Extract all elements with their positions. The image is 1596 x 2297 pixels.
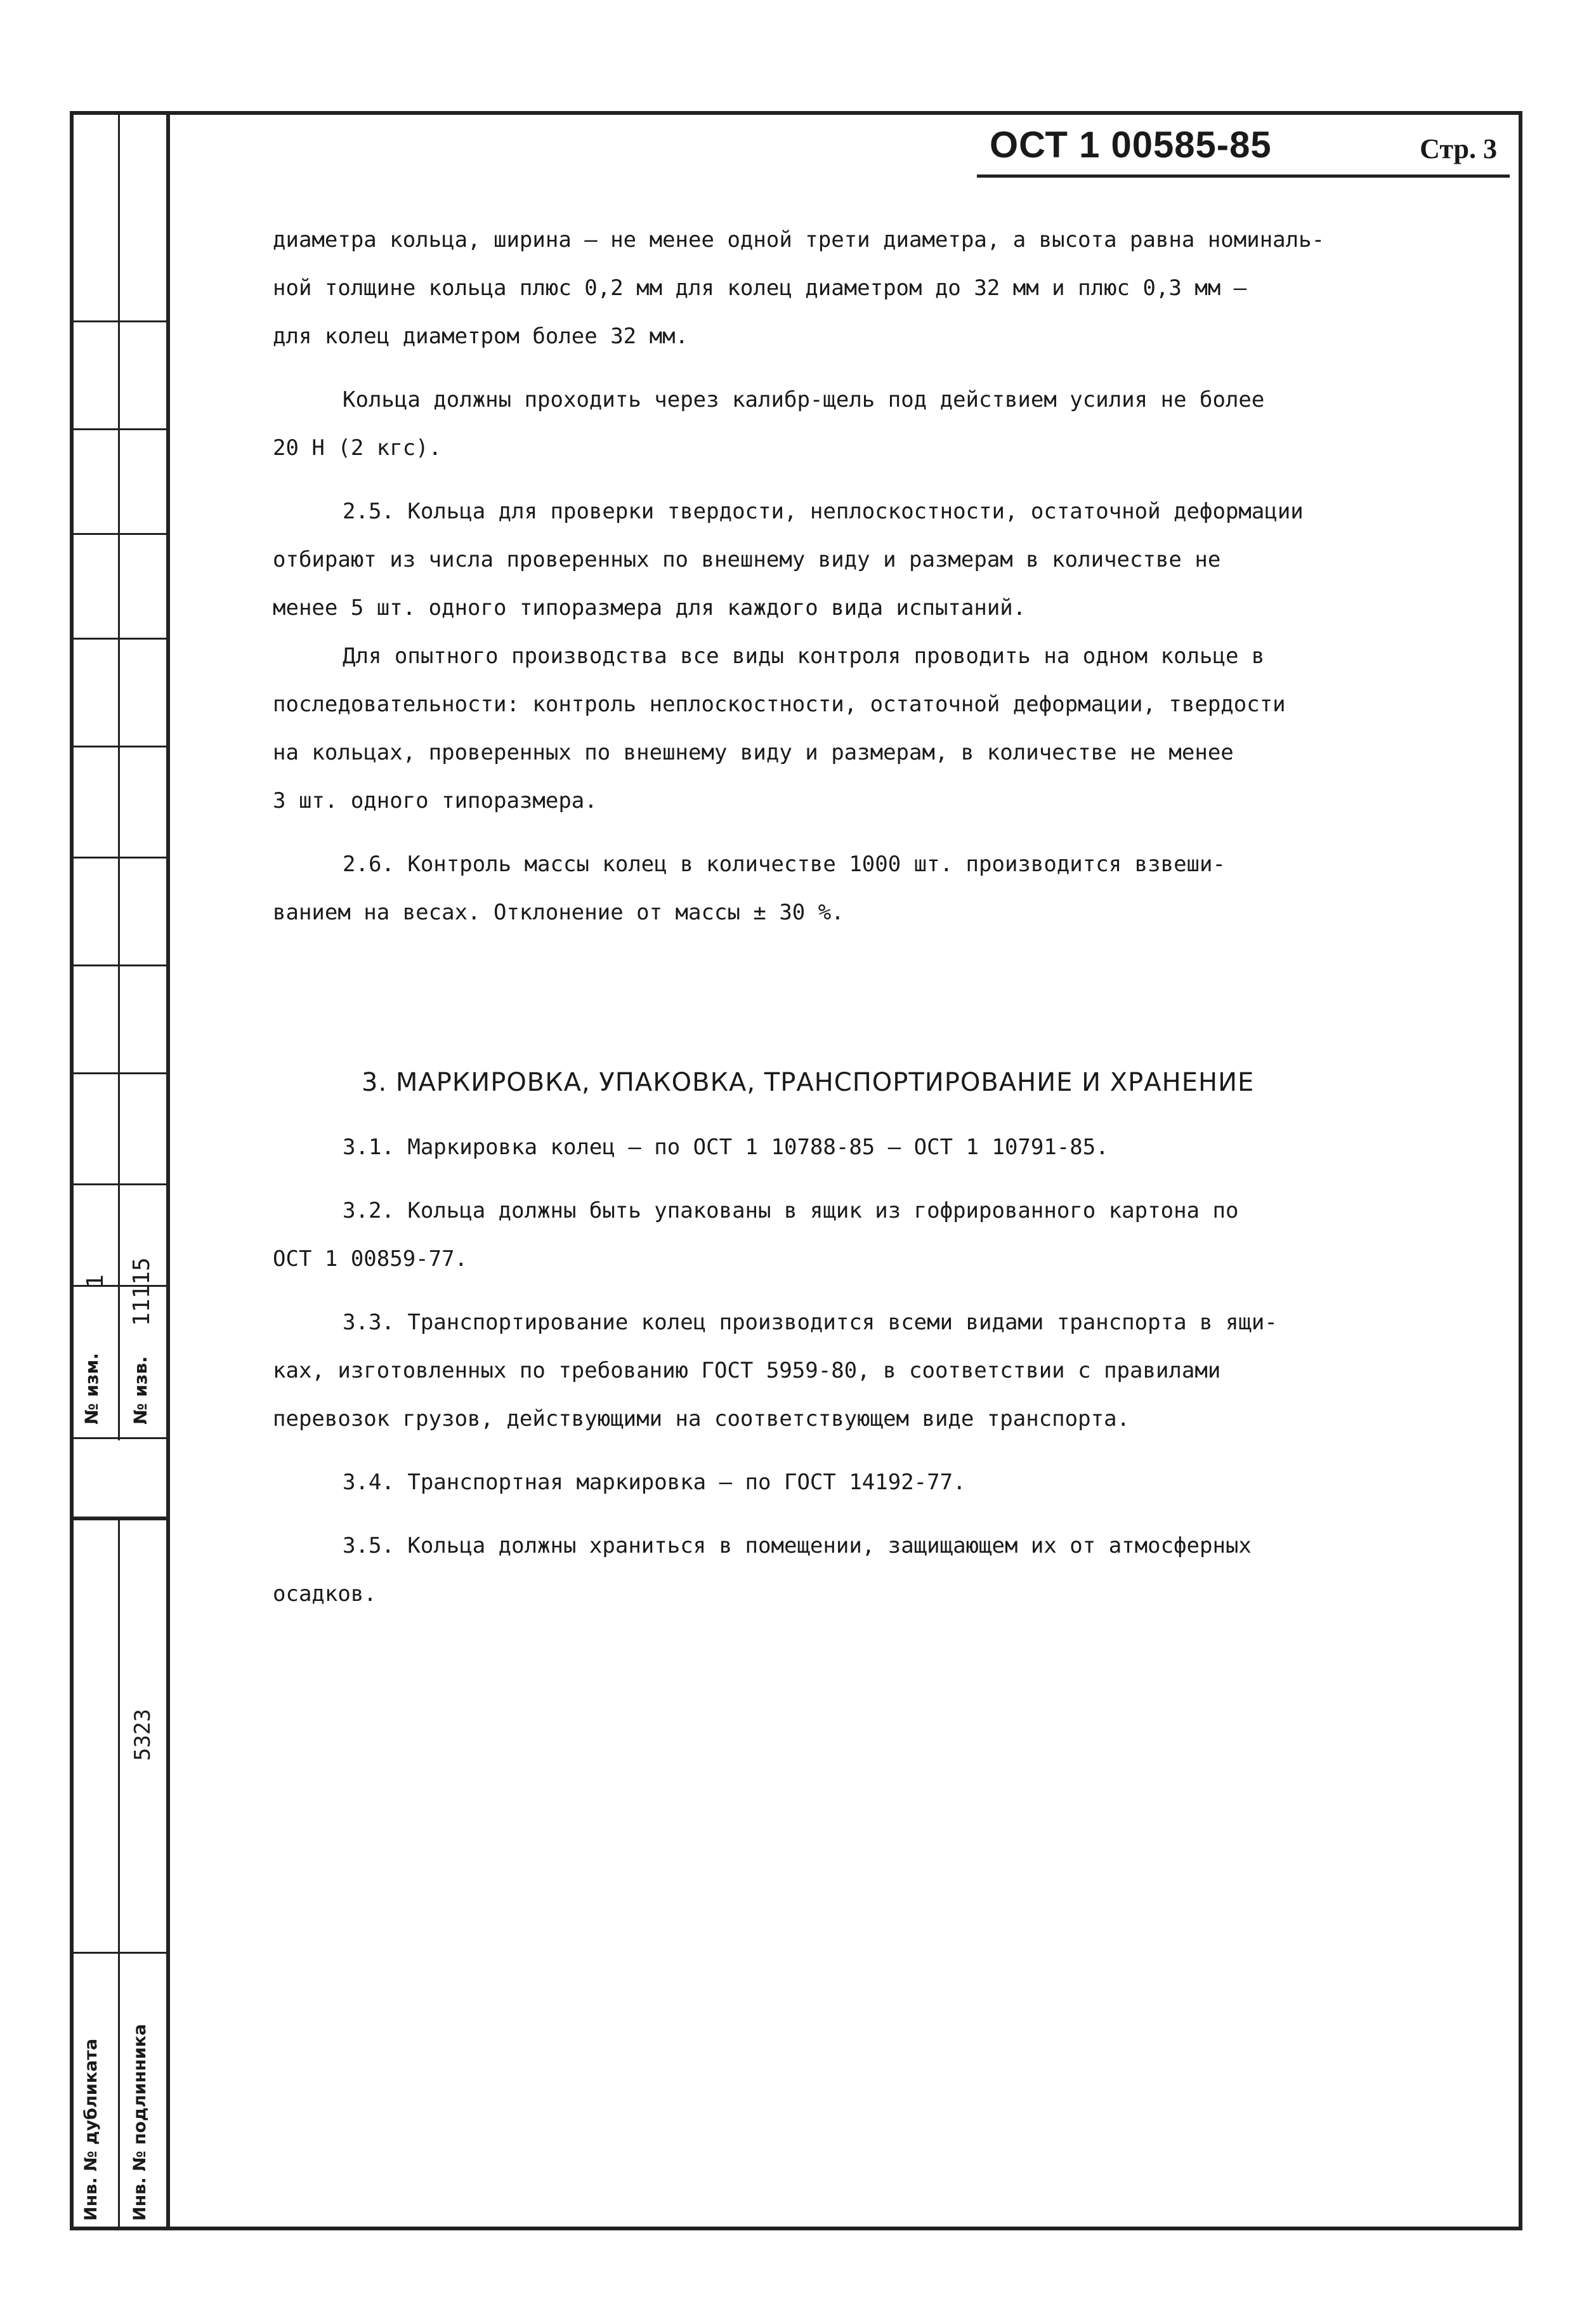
page-number: Стр. 3 <box>1420 133 1497 164</box>
stamp-row-line <box>70 857 166 859</box>
text-line: для колец диаметром более 32 мм. <box>273 324 689 349</box>
izm-value: 1 <box>82 1274 108 1288</box>
text-line: 2.6. Контроль массы колец в количестве 1000 шт. производится взвеши- <box>343 852 1226 877</box>
text-line: ОСТ 1 00859-77. <box>273 1246 468 1272</box>
text-line: на кольцах, проверенных по внешнему виду и размерам, в количестве не менее <box>273 740 1234 765</box>
stamp-row-line <box>70 1072 166 1074</box>
paragraph-3-3 <box>273 1298 1472 1443</box>
izm-label: № изм. <box>81 1353 102 1425</box>
izv-label: № изв. <box>130 1356 151 1425</box>
text-line: 3 шт. одного типоразмера. <box>273 788 598 813</box>
paragraph-pilot-production <box>273 632 1472 825</box>
paragraph-calibre <box>273 376 1472 472</box>
page-header <box>977 124 1497 181</box>
paragraph-3-5 <box>273 1522 1472 1618</box>
izv-value: 11115 <box>129 1257 155 1326</box>
stamp-row-line <box>70 638 166 640</box>
text-line: Для опытного производства все виды контроля проводить на одном кольце в <box>343 643 1265 669</box>
text-line: ванием на весах. Отклонение от массы ± 30 %. <box>273 900 844 925</box>
stamp-row-line <box>70 1437 166 1439</box>
text-line: 3.5. Кольца должны храниться в помещении, защищающем их от атмосферных <box>343 1533 1252 1558</box>
text-line: диаметра кольца, ширина – не менее одной трети диаметра, а высота равна номиналь- <box>273 227 1325 253</box>
paragraph-2-6 <box>273 840 1472 937</box>
text-line: 20 Н (2 кгс). <box>273 435 442 461</box>
frame-inner-border <box>166 111 170 2230</box>
document-code: ОСТ 1 00585-85 <box>990 124 1272 166</box>
text-line: 2.5. Кольца для проверки твердости, неплоскостности, остаточной деформации <box>343 499 1304 524</box>
section-3-title: 3. МАРКИРОВКА, УПАКОВКА, ТРАНСПОРТИРОВАНИЕ И ХРАНЕНИЕ <box>362 1068 1255 1097</box>
paragraph-3-1: 3.1. Маркировка колец – по ОСТ 1 10788-85 – ОСТ 1 10791-85. <box>343 1135 1109 1160</box>
text-line: осадков. <box>273 1581 377 1607</box>
duplicate-inventory-label: Инв. № дубликата <box>81 2038 101 2221</box>
text-line: менее 5 шт. одного типоразмера для каждого вида испытаний. <box>273 595 1026 621</box>
text-line: ках, изготовленных по требованию ГОСТ 5959-80, в соответствии с правилами <box>273 1358 1221 1383</box>
text-line: перевозок грузов, действующими на соответствующем виде транспорта. <box>273 1406 1130 1432</box>
paragraph-continuation <box>273 216 1472 360</box>
stamp-row-line <box>70 1952 166 1954</box>
stamp-divider <box>118 1520 120 2230</box>
text-line: 3.2. Кольца должны быть упакованы в ящик из гофрированного картона по <box>343 1198 1239 1223</box>
stamp-row-line <box>70 964 166 966</box>
paragraph-3-2 <box>273 1187 1472 1283</box>
stamp-row-line <box>70 428 166 430</box>
paragraph-2-5 <box>273 487 1472 632</box>
stamp-row-line <box>70 1183 166 1185</box>
text-line: ной толщине кольца плюс 0,2 мм для колец диаметром до 32 мм и плюс 0,3 мм – <box>273 275 1247 301</box>
stamp-row-line <box>70 746 166 747</box>
text-line: 3.3. Транспортирование колец производится всеми видами транспорта в ящи- <box>343 1310 1278 1335</box>
header-rule <box>977 174 1510 178</box>
text-line: отбирают из числа проверенных по внешнему виду и размерам в количестве не <box>273 547 1221 572</box>
original-number: 5323 <box>130 1709 155 1761</box>
text-line: Кольца должны проходить через калибр-щель под действием усилия не более <box>343 387 1265 412</box>
original-inventory-label: Инв. № подлинника <box>130 2024 150 2221</box>
stamp-row-line <box>70 533 166 535</box>
stamp-column <box>70 111 166 1440</box>
document-body <box>273 216 1472 1618</box>
stamp-row-line <box>70 320 166 322</box>
stamp-divider <box>118 111 120 1440</box>
text-line: последовательности: контроль неплоскостности, остаточной деформации, твердости <box>273 692 1286 717</box>
paragraph-3-4: 3.4. Транспортная маркировка – по ГОСТ 14192-77. <box>343 1470 966 1495</box>
